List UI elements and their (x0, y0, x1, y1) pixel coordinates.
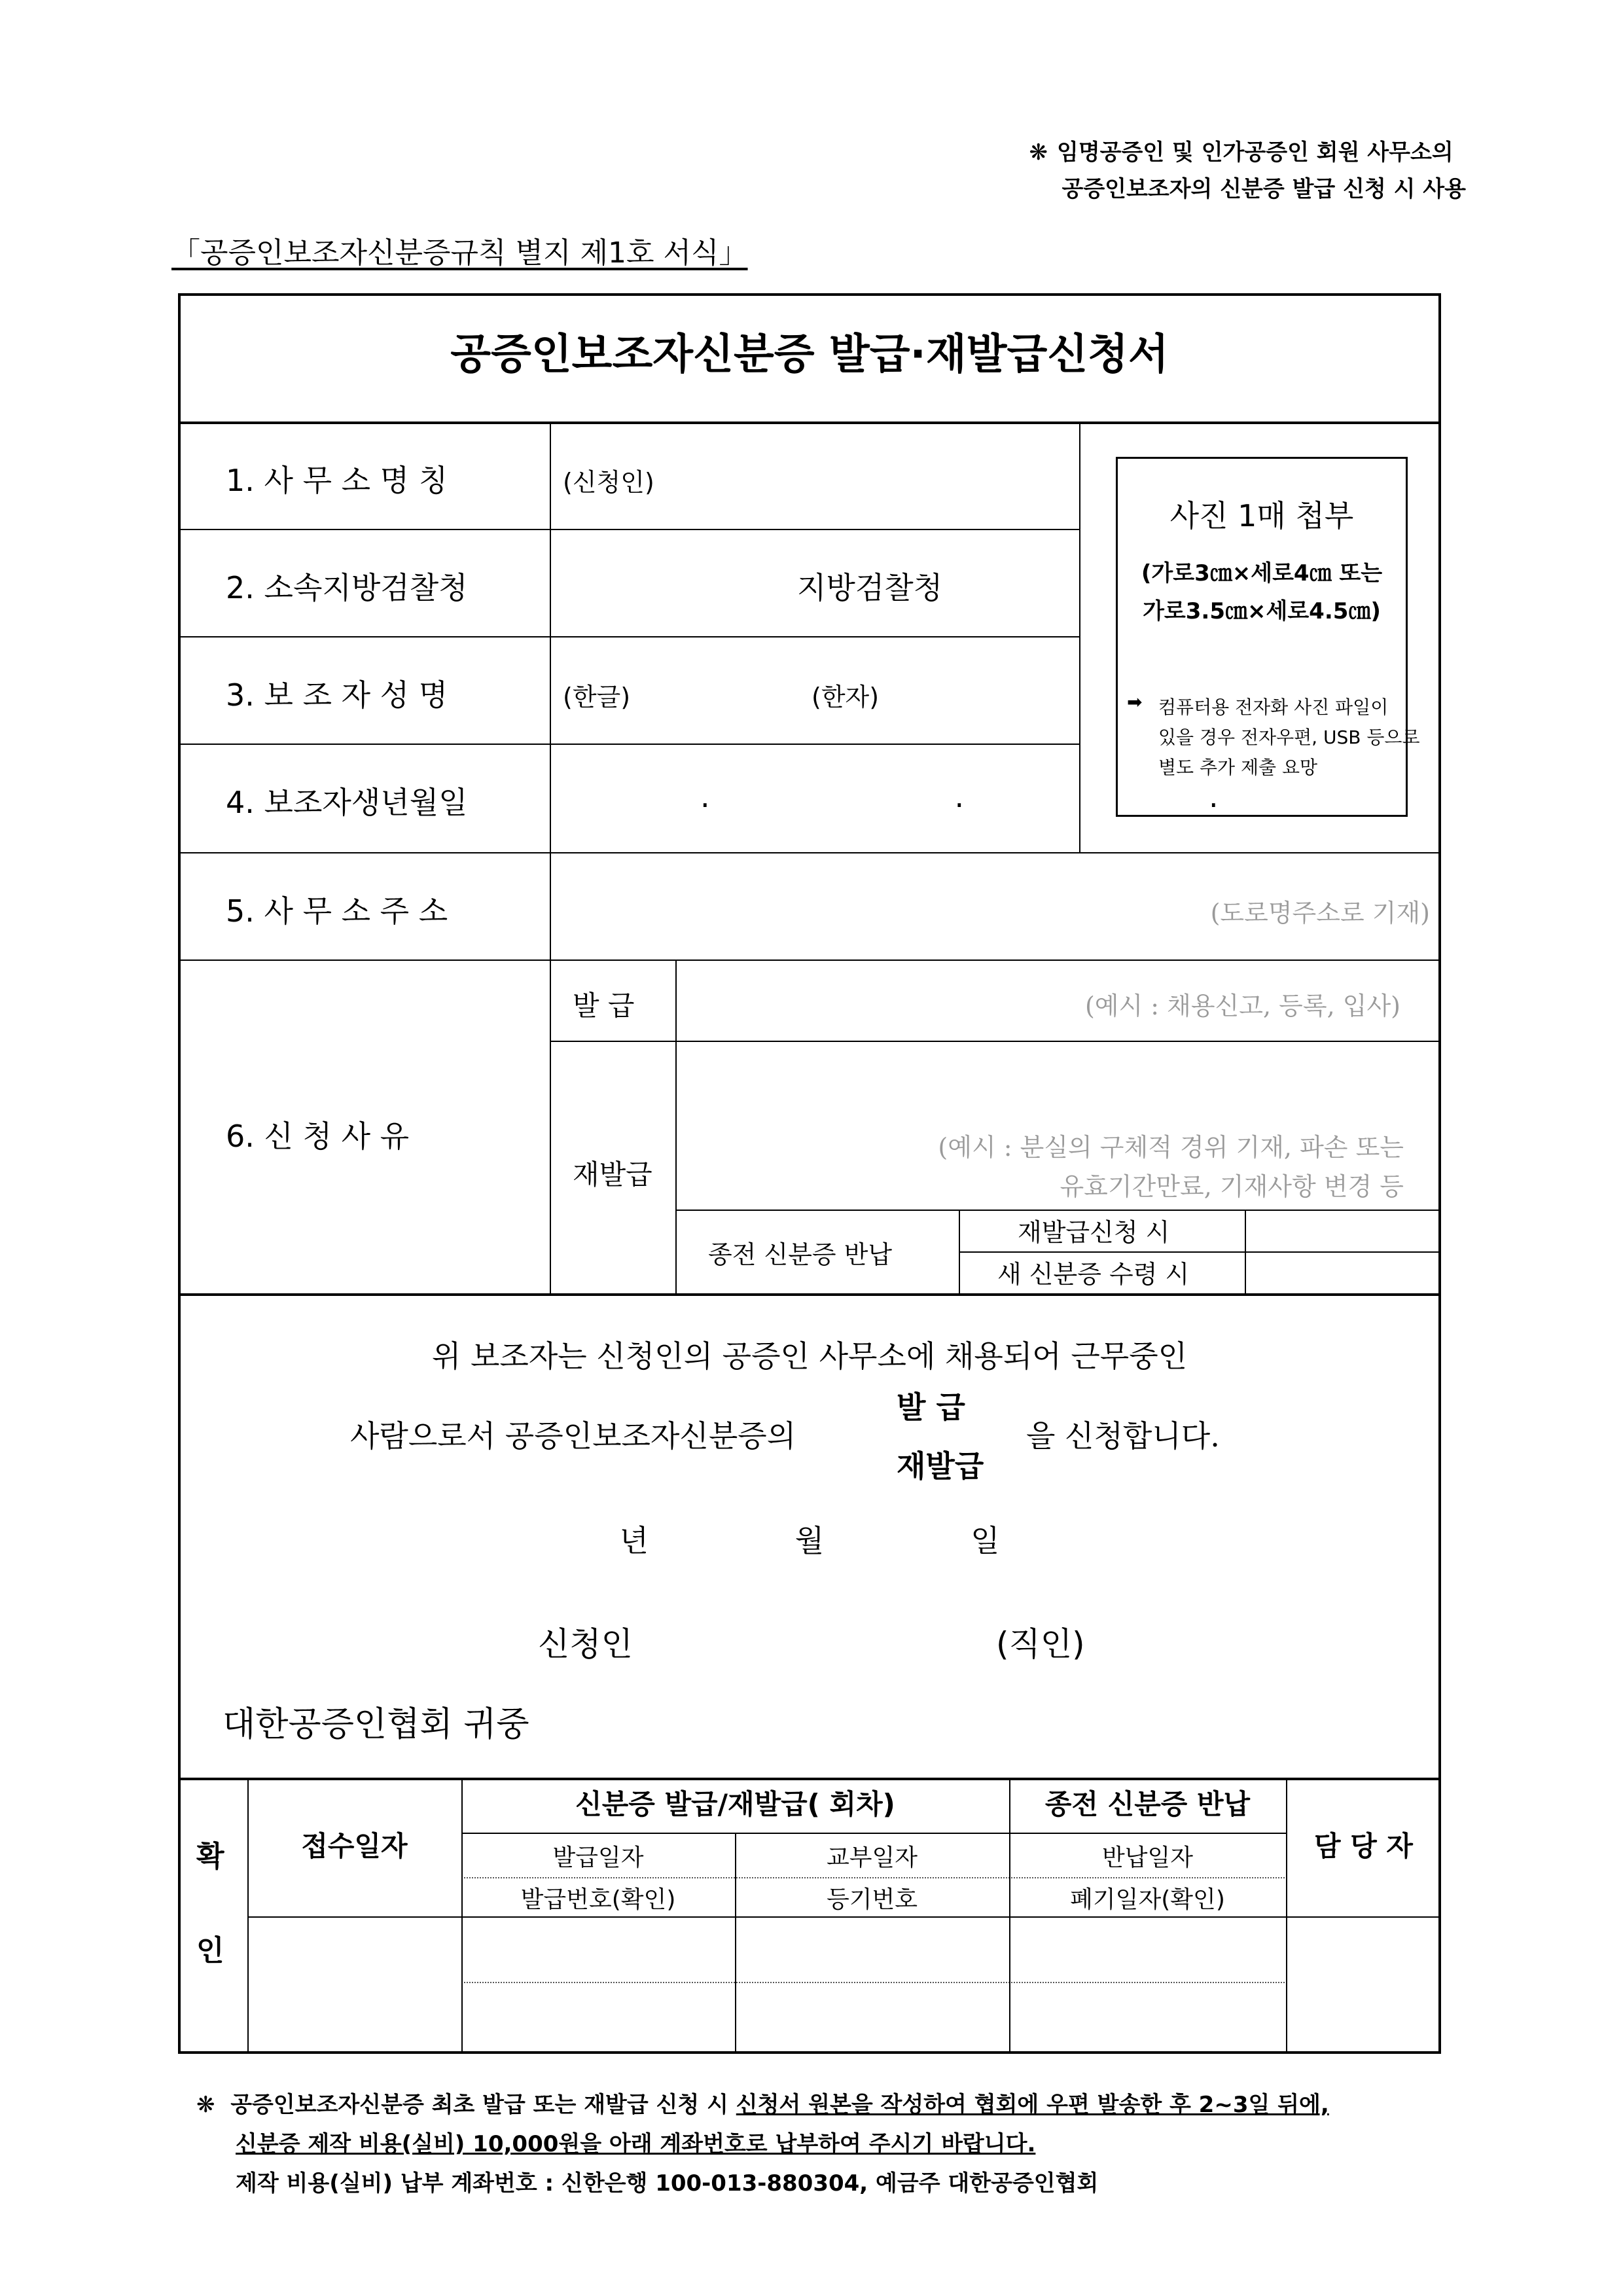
return-date-header: 반납일자 (1101, 1844, 1194, 1871)
addressee: 대한공증인협회 귀중 (223, 1705, 529, 1744)
photo-note-line3: 별도 추가 제출 요망 (1158, 757, 1318, 778)
form-title: 공증인보조자신분증 발급·재발급신청서 (450, 331, 1169, 379)
issue-reason-field[interactable]: (예시 : 채용신고, 등록, 입사) (1084, 992, 1400, 1020)
declaration-line2-pre: 사람으로서 공증인보조자신분증의 (350, 1418, 796, 1454)
seal-label[interactable]: (직인) (996, 1625, 1085, 1663)
birthdate-label: 4. 보조자생년월일 (226, 785, 468, 820)
declaration-line1: 위 보조자는 신청인의 공증인 사무소에 채용되어 근무중인 (431, 1338, 1188, 1374)
received-date-header: 접수일자 (301, 1830, 408, 1862)
name-hangul-field[interactable]: (한글) (563, 683, 631, 711)
photo-note (1158, 692, 1420, 783)
issue-number-header: 발급번호(확인) (520, 1886, 676, 1913)
office-name-label: 1. 사 무 소 명 칭 (226, 463, 448, 498)
issue-label: 발 급 (573, 990, 635, 1022)
return-header: 종전 신분증 반납 (1044, 1788, 1251, 1820)
arrow-icon: ➡ (1127, 691, 1143, 713)
note-star-icon: ❋ (1029, 139, 1048, 166)
issue-date-header: 발급일자 (552, 1844, 644, 1871)
birthdate-field[interactable]: . . . (700, 779, 1219, 814)
choice-reissue[interactable]: 재발급 (897, 1448, 984, 1484)
declaration-date[interactable]: 년 월 일 (619, 1523, 1000, 1558)
usage-note (1029, 134, 1466, 207)
photo-title: 사진 1매 첩부 (1169, 498, 1354, 533)
reason-label: 6. 신 청 사 유 (226, 1119, 410, 1154)
footer-line1-a: 공증인보조자신분증 최초 발급 또는 재발급 신청 시 (230, 2092, 736, 2118)
office-name-field[interactable]: (신청인) (563, 468, 654, 497)
confirm-label-2: 인 (196, 1934, 224, 1967)
footer-line3: 제작 비용(실비) 납부 계좌번호 : 신한은행 100-013-880304, 예금주 대한공증인협회 (236, 2170, 1099, 2197)
return-check-reissue[interactable] (1247, 1212, 1438, 1249)
photo-size-line1: (가로3㎝×세로4㎝ 또는 (1141, 560, 1383, 586)
reissue-hint-line2: 유효기간만료, 기재사항 변경 등 (1060, 1172, 1404, 1201)
name-hanja-field[interactable]: (한자) (812, 683, 880, 711)
office-address-field[interactable]: (도로명주소로 기재) (1210, 899, 1430, 927)
disposal-date-header: 폐기일자(확인) (1070, 1886, 1225, 1913)
reissue-label: 재발급 (573, 1158, 652, 1191)
usage-note-line1: 임명공증인 및 인가공증인 회원 사무소의 (1056, 139, 1454, 166)
assistant-name-label: 3. 보 조 자 성 명 (226, 677, 448, 713)
issue-header: 신분증 발급/재발급( 회차) (575, 1788, 895, 1820)
handler-header: 담 당 자 (1314, 1830, 1413, 1862)
return-option-reissue: 재발급신청 시 (1018, 1218, 1170, 1247)
choice-issue[interactable]: 발 급 (897, 1390, 965, 1425)
footer-line1-b: 신청서 원본을 작성하여 협회에 우편 발송한 후 2~3일 뒤에, (736, 2092, 1329, 2118)
photo-size-line2: 가로3.5㎝×세로4.5㎝) (1143, 598, 1381, 624)
delivery-date-header: 교부일자 (826, 1844, 918, 1871)
footer-line2: 신분증 제작 비용(실비) 10,000원을 아래 계좌번호로 납부하여 주시기 바랍니다. (236, 2131, 1036, 2157)
form-reference: 「공증인보조자신분증규칙 별지 제1호 서식」 (171, 236, 748, 270)
submission-note (196, 2085, 1329, 2203)
return-option-receipt: 새 신분증 수령 시 (997, 1260, 1190, 1289)
district-prosecutor-field[interactable]: 지방검찰청 (797, 570, 943, 605)
office-address-label: 5. 사 무 소 주 소 (226, 893, 448, 929)
register-number-header: 등기번호 (826, 1886, 918, 1913)
confirm-label-1: 확 (196, 1840, 224, 1873)
photo-note-line2: 있을 경우 전자우편, USB 등으로 (1158, 726, 1420, 748)
usage-note-line2: 공증인보조자의 신분증 발급 신청 시 사용 (1061, 176, 1466, 202)
footer-star-icon: ❋ (196, 2092, 215, 2118)
district-prosecutor-label: 2. 소속지방검찰청 (226, 570, 468, 605)
reissue-hint-line1: (예시 : 분실의 구체적 경위 기재, 파손 또는 (938, 1133, 1404, 1162)
applicant-label: 신청인 (538, 1625, 633, 1663)
declaration-line2-post: 을 신청합니다. (1026, 1418, 1220, 1454)
photo-note-line1: 컴퓨터용 전자화 사진 파일이 (1158, 696, 1389, 718)
return-old-id-label: 종전 신분증 반납 (708, 1240, 893, 1269)
return-check-receipt[interactable] (1247, 1254, 1438, 1291)
